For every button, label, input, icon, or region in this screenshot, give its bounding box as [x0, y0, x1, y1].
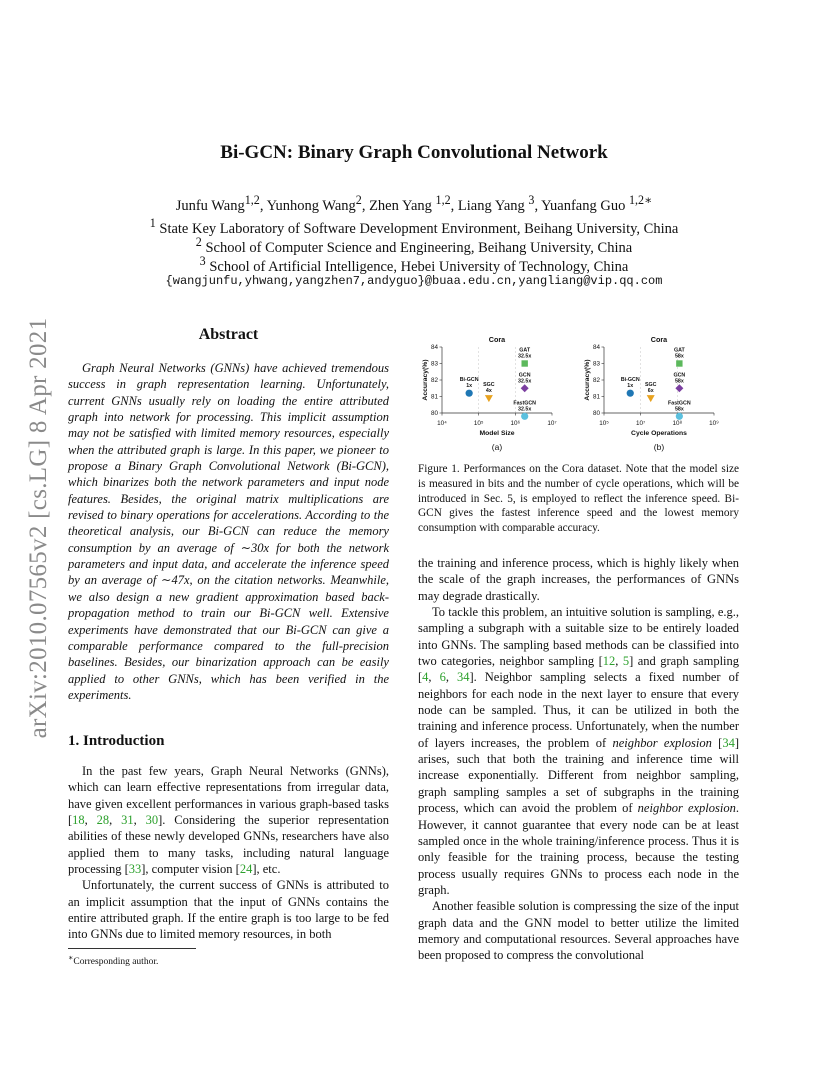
affiliation-3 — [0, 251, 828, 277]
text-run: In the past few years, Graph Neural Networks (GNNs), which can learn effective representations from irregular data, have given excellent performances in various graph-based tasks [ — [68, 764, 389, 828]
text-run: , — [84, 813, 97, 828]
citation-link[interactable]: 31 — [121, 813, 134, 828]
gat-marker — [521, 360, 527, 366]
figure-panel-a — [422, 335, 557, 452]
text-run: , — [428, 670, 440, 685]
y-tick-label: 83 — [430, 360, 438, 368]
y-tick-label: 80 — [592, 410, 600, 417]
sgc-marker — [485, 395, 493, 402]
citation-link[interactable]: 18 — [72, 813, 85, 828]
author-sup: 1,2∗ — [628, 193, 653, 207]
author-name: Zhen Yang — [369, 197, 432, 214]
gat-label-factor: 32.5x — [518, 353, 532, 360]
abstract-heading: Abstract — [198, 326, 259, 343]
author-name: Yunhong Wang — [266, 197, 356, 214]
footnote-rule — [68, 948, 196, 949]
author-sup: 3 — [528, 193, 535, 207]
gcn-label: GCN — [518, 372, 531, 379]
gat-label-factor: 58x — [674, 353, 684, 360]
right-paragraph-0: the training and inference process, which is highly likely when the scale of the graph increases, the performances of GNNs may degrade drastically. — [418, 556, 739, 603]
affiliation-sup: 3 — [199, 254, 206, 268]
affiliation-text: School of Computer Science and Engineering, Beihang University, China — [205, 239, 633, 256]
panel-label: (a) — [491, 442, 503, 452]
bi-gcn-marker — [466, 390, 473, 397]
text-run: ], etc. — [252, 862, 281, 877]
text-run: , — [133, 813, 146, 828]
citation-link[interactable]: 33 — [128, 862, 142, 877]
figure-panel-b — [584, 335, 719, 452]
y-tick-label: 82 — [592, 377, 600, 384]
figure-1 — [418, 333, 739, 461]
author-sup: 1,2 — [435, 193, 451, 207]
text-run: [ — [711, 735, 723, 750]
gat-label: GAT — [519, 347, 531, 354]
x-axis-label: Cycle Operations — [631, 430, 687, 437]
author-name: Liang Yang — [457, 197, 525, 214]
citation-link[interactable]: 24 — [239, 862, 253, 877]
right-paragraph-1 — [418, 604, 739, 898]
abstract-body — [68, 360, 389, 703]
emphasis-term: neighbor explosion — [612, 735, 712, 750]
x-tick-label: 10⁸ — [672, 420, 683, 427]
sgc-label-factor: 4x — [485, 388, 492, 395]
arxiv-stamp — [25, 295, 52, 760]
affiliation-sup: 1 — [149, 216, 156, 230]
chart-title: Cora — [488, 335, 506, 344]
text-run: , — [615, 654, 623, 669]
y-tick-label: 80 — [430, 410, 438, 417]
x-tick-label: 10⁵ — [473, 420, 484, 427]
intro-paragraph-2: Unfortunately, the current success of GNNs is attributed to an implicit assumption that the input of GNNs contains the entire attributed graph. If the entire graph is too large to be fed into GNNs due to limited memory resources, in both — [68, 878, 389, 942]
y-axis-label: Accuracy(%) — [422, 359, 429, 401]
sgc-label-factor: 6x — [647, 388, 654, 395]
panel-label: (b) — [653, 442, 665, 452]
figure-caption: Figure 1. Performances on the Cora dataset. Note that the model size is measured in bits and the number of cycle operations, which will be introduced in Sec. 5, is employed to reflect the inference speed. Bi-GCN gives the fastest inference speed and the lowest memory consumption with comparable accuracy. — [418, 463, 739, 535]
bi-gcn-label: Bi-GCN — [459, 377, 479, 384]
bi-gcn-label-factor: 1x — [627, 383, 634, 390]
author-sup: 1,2 — [244, 193, 260, 207]
fastgcn-marker — [521, 413, 528, 420]
gcn-label: GCN — [673, 372, 686, 379]
footnote-text: Corresponding author. — [73, 957, 159, 968]
text-run: ] and graph sampling [ — [418, 654, 740, 685]
gcn-label-factor: 32.5x — [518, 378, 532, 385]
sgc-label: SGC — [483, 382, 495, 389]
y-tick-label: 81 — [430, 393, 438, 401]
author-name: Junfu Wang — [175, 197, 245, 214]
citation-link[interactable]: 6 — [439, 670, 446, 685]
intro-body — [68, 763, 389, 943]
author-sup: 2 — [355, 193, 362, 207]
author-name: Yuanfang Guo — [541, 197, 626, 214]
fastgcn-label-factor: 58x — [674, 406, 684, 413]
author-list: Junfu Wang$^{1,2}$, Yunhong Wang$^2$, Zhen Yang $^{1,2}$, Liang Yang $^3$, Yuanfang Guo $^{1,2∗}$ — [175, 193, 653, 214]
y-tick-label: 82 — [430, 377, 438, 384]
text-run: , — [109, 813, 122, 828]
y-axis-label: Accuracy(%) — [584, 359, 591, 401]
footnote-mark: ∗ — [68, 953, 74, 962]
affiliation-text: State Key Laboratory of Software Development Environment, Beihang University, China — [159, 220, 679, 237]
gcn-marker — [675, 384, 683, 392]
right-column-body — [418, 555, 739, 964]
citation-link[interactable]: 12 — [602, 654, 616, 669]
citation-link[interactable]: 5 — [622, 654, 630, 669]
gat-label: GAT — [673, 347, 685, 354]
author-emails: {wangjunfu,yhwang,yangzhen7,andyguo}@buaa.edu.cn,yangliang@vip.qq.com — [165, 274, 663, 288]
citation-link[interactable]: 34 — [722, 735, 735, 750]
gcn-label-factor: 58x — [674, 378, 684, 385]
citation-link[interactable]: 30 — [145, 813, 159, 828]
bi-gcn-marker — [627, 390, 634, 397]
x-tick-label: 10⁷ — [547, 420, 557, 427]
x-tick-label: 10⁹ — [709, 420, 719, 427]
citation-link[interactable]: 4 — [422, 670, 429, 685]
text-run: ] arises, such that both the training and inference time will increase exponentially. Different from neighbor sampling, graph sampling samples a set of subgraphs in the training process, which can avoid the problem of — [418, 735, 740, 816]
x-tick-label: 10⁴ — [437, 420, 447, 427]
bi-gcn-label-factor: 1x — [466, 383, 473, 390]
y-tick-label: 84 — [430, 344, 438, 351]
fastgcn-label-factor: 32.5x — [518, 406, 532, 413]
fastgcn-marker — [676, 413, 683, 420]
affiliation-sup: 2 — [195, 235, 202, 249]
arxiv-stamp-text: arXiv:2010.07565v2 [cs.LG] 8 Apr 2021 — [25, 317, 52, 738]
x-tick-label: 10⁵ — [599, 420, 609, 427]
text-run: , — [445, 670, 457, 685]
gcn-marker — [521, 384, 529, 392]
y-tick-label: 83 — [592, 360, 600, 368]
chart-title: Cora — [650, 335, 668, 344]
x-tick-label: 10⁶ — [510, 420, 521, 427]
bi-gcn-label: Bi-GCN — [620, 377, 640, 384]
text-run: ]. Considering the superior representation abilities of these newly developed GNNs, researchers have also applied them to many tasks, including natural language processing [ — [68, 813, 389, 877]
text-run: ], computer vision [ — [141, 862, 240, 877]
emphasis-term: neighbor explosion — [637, 801, 736, 816]
y-tick-label: 84 — [592, 344, 600, 351]
sgc-marker — [647, 395, 655, 402]
text-run: ]. Neighbor sampling selects a fixed number of neighbors for each node in the next layer to ensure that every node can be sampled. Thus, it can be utilized in both the training and inference process. Unfortunately, when the number of layers increases, the problem of — [418, 670, 740, 750]
paper-title: Bi-GCN: Binary Graph Convolutional Network — [220, 142, 608, 163]
sgc-label: SGC — [644, 382, 657, 389]
citation-link[interactable]: 34 — [456, 670, 470, 685]
footnote — [68, 953, 389, 967]
affiliation-text: School of Artificial Intelligence, Hebei University of Technology, China — [209, 258, 629, 275]
x-axis-label: Model Size — [479, 430, 515, 437]
intro-paragraph-1 — [68, 763, 389, 877]
citation-link[interactable]: 28 — [96, 813, 110, 828]
right-paragraph-2: Another feasible solution is compressing the size of the input graph data and the GNN model to better utilize the limited memory and computational resources. Several approaches have been proposed to compress the convolutional — [418, 899, 739, 963]
section-heading-introduction: 1. Introduction — [68, 733, 165, 749]
fastgcn-label: FastGCN — [513, 400, 537, 407]
abstract-text: Graph Neural Networks (GNNs) have achieved tremendous success in graph representation learning. Unfortunately, current GNNs usually rely on loading the entire attributed graph into network for processing. This implicit assumption may not be satisfied with limited memory resources, especially when the attributed graph is large. In this paper, we pioneer to propose a Binary Graph Convolutional Network (Bi-GCN), which binarizes both the network parameters and input node features. Besides, the original matrix multiplications are revised to binary operations for accelerations. According to the theoretical analysis, our Bi-GCN can reduce the memory consumption by an average of ∼30x for both the network parameters and input data, and accelerate the inference speed by an average of ∼47x, on the citation networks. Meanwhile, we also design a new gradient approximation based back-propagation method to train our Bi-GCN well. Extensive experiments have demonstrated that our Bi-GCN can give a comparable performance compared to the full-precision baselines. Besides, our binarization approach can be easily applied to other GNNs, which has been verified in the experiments. — [68, 361, 389, 702]
text-run: To tackle this problem, an intuitive solution is sampling, e.g., sampling a subgraph with a suitable size to be entirely loaded into GNNs. The sampling based methods can be classified into two categories, neighbor sampling [ — [418, 605, 739, 669]
fastgcn-label: FastGCN — [668, 400, 691, 407]
text-run: . However, it cannot guarantee that every node can be at least sampled once in the whole training/inference process. Thus it is only feasible for the training process, because the testing process usually requires GNNs to process each node in the graph. — [418, 801, 739, 897]
gat-marker — [676, 360, 682, 366]
x-tick-label: 10⁷ — [636, 420, 646, 427]
y-tick-label: 81 — [592, 393, 600, 401]
